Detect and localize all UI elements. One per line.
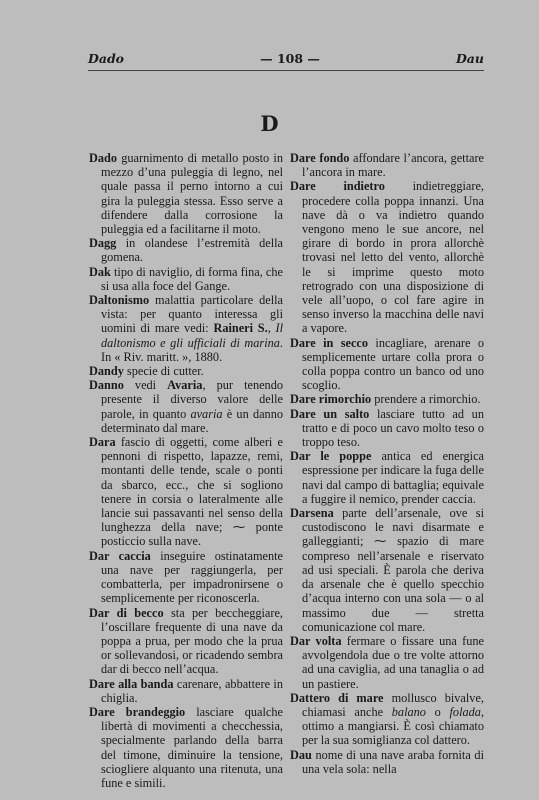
entry-headword: Dare in secco bbox=[290, 335, 369, 350]
entry-text: tipo di naviglio, di forma fina, che si usa alla foce del Gange. bbox=[101, 264, 283, 293]
entry-text: guarnimento di metallo posto in mezzo d’una puleggia di legno, nel quale passa il perno intorno a cui gira la puleggia stessa. Esso serve a difendere dalla corrosione la puleggia ed a facilitarne il moto. bbox=[101, 151, 283, 237]
entry-text: parte dell’arsenale, ove si custodiscono le navi disarmate e galleggianti; ⁓ spazio di mare compreso nell’arsenale e riservato ad usi speciali. È parola che deriva da arsenale che è quello specchio d’acqua interno con una sola — o al massimo due — stretta comunicazione col mare. bbox=[302, 506, 484, 634]
entry-text: lasciare qualche libertà di movimenti a checchessia, specialmente parlando della barra del timone, diminuire la tensione, sciogliere alquanto una ritenuta, una fune e simili. bbox=[101, 704, 283, 790]
entry-headword: Dau bbox=[290, 747, 312, 762]
entry-headword: Dare brandeggio bbox=[89, 704, 186, 719]
entry-headword: Raineri S. bbox=[213, 321, 268, 336]
dictionary-entry bbox=[89, 151, 283, 236]
entry-italic-text: avaria bbox=[190, 406, 223, 421]
entry-text: , pur tenendo presente il diverso valore delle parole, in quanto bbox=[101, 378, 283, 421]
entry-headword: Daltonismo bbox=[89, 293, 150, 308]
section-letter: D bbox=[260, 111, 279, 136]
entry-text: lasciare tutto ad un tratto e di poco un cavo molto teso o troppo teso. bbox=[302, 406, 484, 450]
left-column bbox=[89, 151, 283, 790]
dictionary-entry bbox=[290, 748, 484, 776]
entry-headword: Dar caccia bbox=[89, 548, 151, 563]
entry-headword: Dado bbox=[89, 151, 118, 165]
dictionary-entry bbox=[290, 392, 484, 406]
entry-italic-text: Il daltonismo e gli ufficiali di marina bbox=[101, 321, 283, 350]
entry-headword: Dare indietro bbox=[290, 179, 385, 194]
dictionary-entry bbox=[290, 179, 484, 335]
entry-text: carenare, abbattere in chiglia. bbox=[101, 676, 283, 705]
entry-headword: Dar volta bbox=[290, 633, 342, 648]
entry-headword: Dagg bbox=[89, 236, 117, 251]
dictionary-entry bbox=[290, 336, 484, 393]
entry-headword: Dare un salto bbox=[290, 406, 370, 421]
entry-headword: Dar le poppe bbox=[290, 449, 372, 464]
page-number: — 108 — bbox=[260, 51, 320, 66]
dictionary-entry bbox=[89, 677, 283, 705]
entry-text: sta per beccheggiare, l’oscillare frequente di una nave da poppa a prua, per modo che la prua or sollevandosi, or ricadendo sembra dar di becco nell’acqua. bbox=[101, 605, 284, 677]
dictionary-entry bbox=[89, 705, 283, 790]
dictionary-entry bbox=[290, 449, 484, 506]
entry-text: incagliare, arenare o semplicemente urtare colla prora o colla poppa contro un banco od uno scoglio. bbox=[302, 335, 485, 393]
entry-text: specie di cutter. bbox=[123, 364, 204, 379]
entry-text: mollusco bivalve, chiamasi anche bbox=[302, 690, 484, 719]
entry-text: . In « Riv. maritt. », 1880. bbox=[101, 335, 283, 364]
entry-text: , bbox=[267, 321, 276, 336]
dictionary-entry bbox=[89, 606, 283, 677]
entry-headword: Darsena bbox=[290, 506, 334, 521]
entry-text: indietreggiare, procedere colla poppa innanzi. Una nave dà o va indietro quando vengono meno le sue ancore, nel girare di bordo in prora allorchè trovasi nel letto del vento, allorchè le si imprime questo moto retrogrado con una disposizione di vele all’uopo, o col fare agire in senso inverso la macchina delle navi a vapore. bbox=[302, 179, 484, 336]
entry-headword: Dare fondo bbox=[290, 151, 350, 165]
header-first-word: Dado bbox=[88, 51, 125, 66]
entry-headword: Dandy bbox=[89, 364, 124, 379]
dictionary-entry bbox=[290, 506, 484, 634]
entry-italic-text: balano bbox=[391, 704, 426, 719]
dictionary-entry bbox=[89, 293, 283, 364]
entry-text: fermare o fissare una fune avvolgendola due o tre volte attorno ad una caviglia, ad una tanaglia o ad un pastiere. bbox=[302, 633, 484, 691]
dictionary-entry bbox=[290, 407, 484, 450]
dictionary-entry bbox=[89, 378, 283, 435]
dictionary-entry bbox=[290, 151, 484, 179]
entry-text: nome di una nave araba fornita di una vela sola: nella bbox=[302, 747, 484, 776]
entry-text: inseguire ostinatamente una nave per raggiungerla, per combatterla, per impadronirsene o semplicemente per riconoscerla. bbox=[101, 548, 283, 606]
dictionary-entry bbox=[89, 236, 283, 264]
entry-italic-text: folada bbox=[449, 704, 481, 719]
entry-text: in olandese l’estremità della gomena. bbox=[101, 236, 283, 265]
entry-headword: Dak bbox=[89, 264, 111, 279]
dictionary-entry bbox=[290, 634, 484, 691]
entry-headword: Dare alla banda bbox=[89, 676, 174, 691]
entry-headword: Dara bbox=[89, 435, 116, 450]
dictionary-entry bbox=[290, 691, 484, 748]
entry-text: affondare l’ancora, gettare l’ancora in mare. bbox=[302, 151, 484, 180]
entry-headword: Danno bbox=[89, 378, 124, 393]
entry-headword: Dattero di mare bbox=[290, 690, 384, 705]
entry-headword: Dar di becco bbox=[89, 605, 164, 620]
entry-text: vedi bbox=[123, 378, 168, 393]
entry-text: prendere a rimorchio. bbox=[371, 392, 481, 407]
dictionary-entry bbox=[89, 549, 283, 606]
entry-text: è un danno determinato dal mare. bbox=[101, 406, 283, 435]
dictionary-entry bbox=[89, 364, 283, 378]
dictionary-entry bbox=[89, 435, 283, 549]
header-rule bbox=[88, 70, 484, 71]
right-column bbox=[290, 151, 484, 776]
entry-text: malattia particolare della vista: per quanto interessa gli uomini di mare vedi: bbox=[101, 293, 283, 336]
entry-headword: Dare rimorchio bbox=[290, 392, 372, 407]
dictionary-entry bbox=[89, 265, 283, 293]
entry-headword: Avaria bbox=[167, 378, 203, 393]
entry-text: fascio di oggetti, come alberi e pennoni di rispetto, lapazze, remi, montanti delle tende, scale o ponti da sbarco, ecc., che si sogliono tenere in corsia o lateralmente alle lancie sui passavanti nel senso della lunghezza della nave; ⁓ ponte posticcio sulla nave. bbox=[101, 435, 283, 549]
entry-text: , ottimo a mangiarsi. È così chiamato per la sua somiglianza col dattero. bbox=[302, 704, 485, 748]
entry-text: o bbox=[425, 704, 450, 719]
running-head bbox=[88, 51, 484, 66]
entry-text: antica ed energica espressione per indicare la fuga delle navi dal campo di battaglia; equivale a fuggire il nemico, prender caccia. bbox=[302, 449, 484, 506]
header-last-word: Dau bbox=[455, 51, 484, 66]
